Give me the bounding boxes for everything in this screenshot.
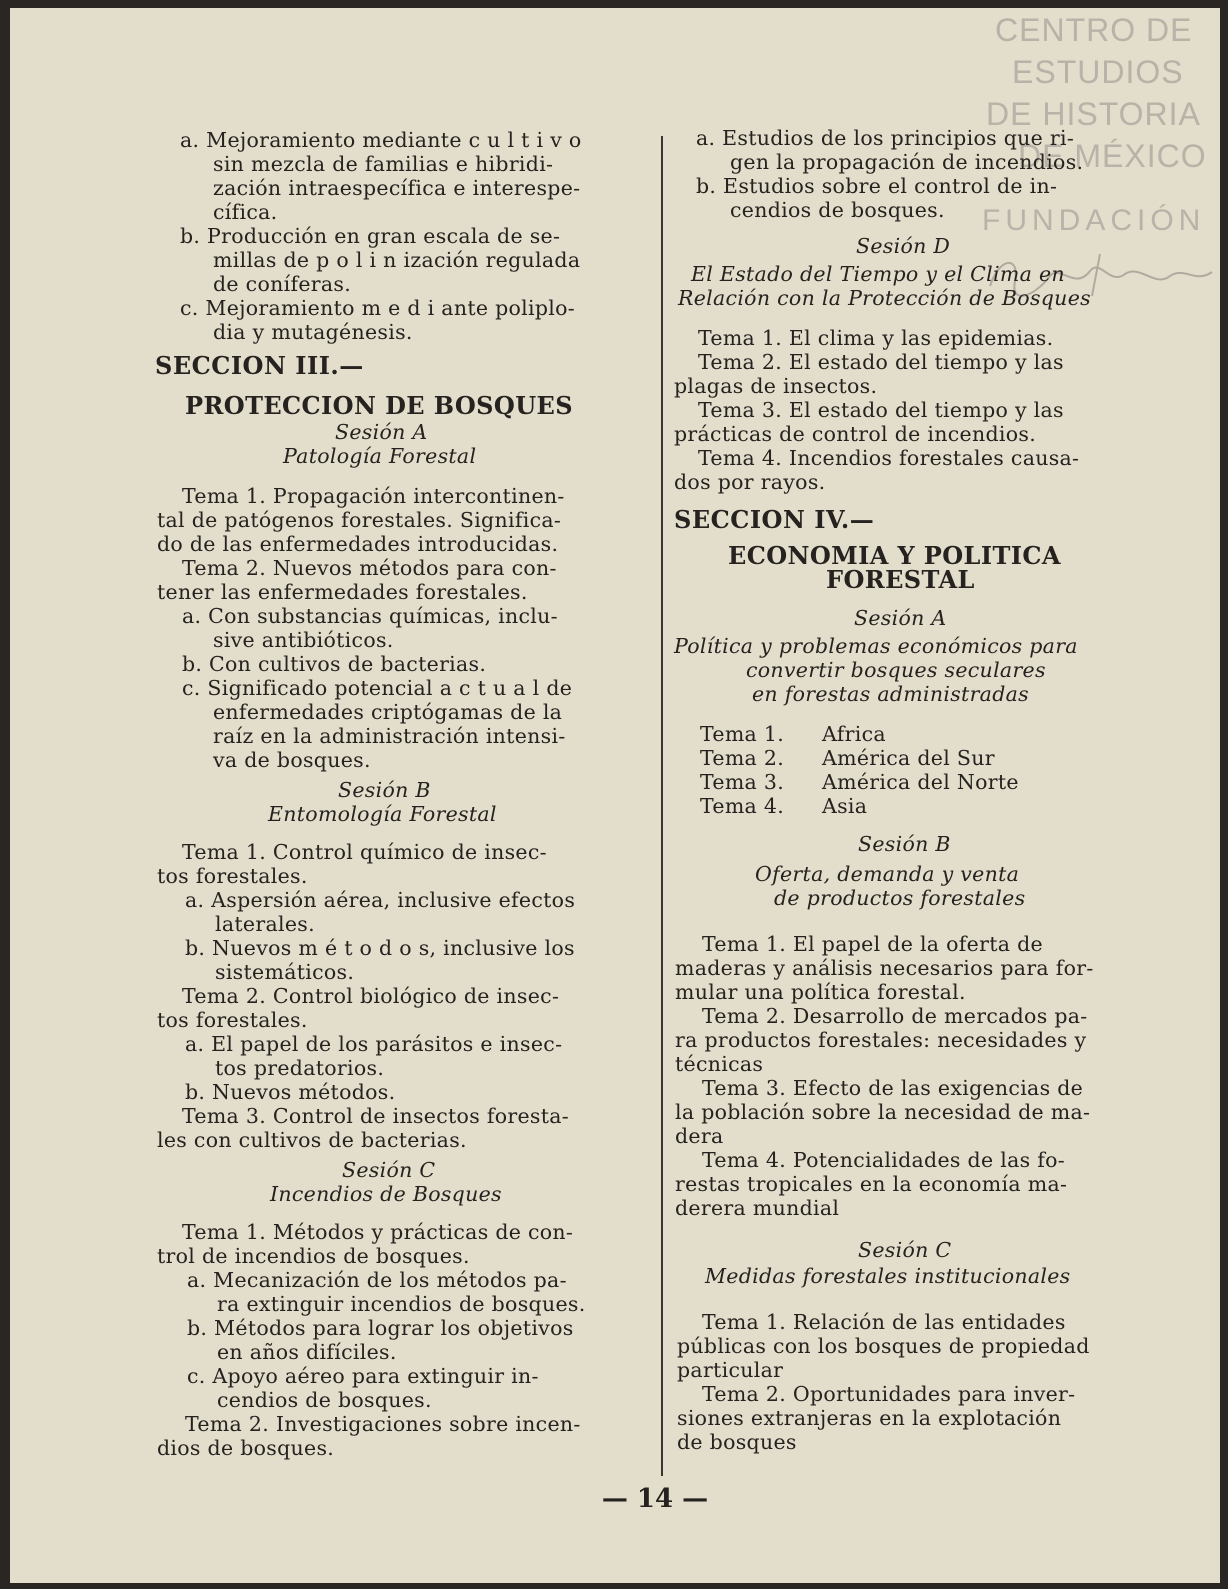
text-line: Tema 2. El estado del tiempo y las [698,350,1064,374]
text-line: la población sobre la necesidad de ma- [675,1100,1091,1124]
text-line: do de las enfermedades introducidas. [157,532,559,556]
text-line: cendios de bosques. [730,198,945,222]
text-line: técnicas [675,1052,764,1076]
session-title: convertir bosques seculares [746,658,1046,682]
text-line: Tema 3. Efecto de las exigencias de [702,1076,1084,1100]
tema-text: América del Sur [822,746,995,770]
text-line: Tema 4. Incendios forestales causa- [698,446,1080,470]
session-label: Sesión B [858,832,951,856]
text-line: sin mezcla de familias e hibridi- [213,152,554,176]
session-title: Patología Forestal [283,444,477,468]
text-line: particular [677,1358,784,1382]
text-line: de coníferas. [213,272,352,296]
text-line: a. El papel de los parásitos e insec- [185,1032,563,1056]
session-title: El Estado del Tiempo y el Clima en [691,262,1065,286]
page-number: — 14 — [601,1484,709,1514]
section-title: FORESTAL [826,565,975,594]
text-line: dios de bosques. [157,1436,335,1460]
text-line: Tema 1. Relación de las entidades [702,1310,1066,1334]
watermark-line: FUNDACIÓN [982,204,1206,237]
text-line: zación intraespecífica e interespe- [213,176,581,200]
tema-label: Tema 2. [700,746,785,770]
session-title: en forestas administradas [752,682,1029,706]
session-label: Sesión C [858,1238,952,1262]
text-line: Tema 4. Potencialidades de las fo- [702,1148,1065,1172]
text-line: sistemáticos. [215,960,355,984]
text-line: a. Con substancias químicas, inclu- [182,604,558,628]
section-title: PROTECCION DE BOSQUES [185,391,573,420]
session-title: Política y problemas económicos para [674,634,1078,658]
session-label: Sesión C [342,1158,436,1182]
tema-text: Africa [822,722,886,746]
text-line: Tema 1. El clima y las epidemias. [698,326,1054,350]
text-line: ra extinguir incendios de bosques. [217,1292,586,1316]
text-line: dera [675,1124,724,1148]
text-line: tos forestales. [157,864,308,888]
watermark-line: DE HISTORIA [986,96,1201,132]
text-line: Tema 2. Oportunidades para inver- [702,1382,1076,1406]
text-line: siones extranjeras en la explotación [677,1406,1062,1430]
text-line: Tema 2. Nuevos métodos para con- [182,556,557,580]
text-line: sive antibióticos. [213,628,394,652]
column-divider [661,136,663,1476]
text-line: plagas de insectos. [674,374,878,398]
document-page [10,8,1220,1583]
text-line: maderas y análisis necesarios para for- [675,956,1094,980]
tema-text: Asia [822,794,868,818]
section-heading: SECCION III.— [155,351,364,380]
session-label: Sesión A [335,420,428,444]
text-line: b. Producción en gran escala de se- [180,224,561,248]
text-line: tos predatorios. [215,1056,385,1080]
text-line: enfermedades criptógamas de la [213,700,563,724]
text-line: en años difíciles. [217,1340,397,1364]
text-line: c. Apoyo aéreo para extinguir in- [187,1364,539,1388]
text-line: tal de patógenos forestales. Significa- [157,508,562,532]
text-line: Tema 2. Investigaciones sobre incen- [185,1412,581,1436]
text-line: cífica. [213,200,278,224]
session-label: Sesión A [854,606,947,630]
watermark-line: ESTUDIOS [1012,54,1184,90]
session-title: Entomología Forestal [268,802,497,826]
text-line: Tema 2. Desarrollo de mercados pa- [702,1004,1088,1028]
text-line: derera mundial [675,1196,840,1220]
session-title: Oferta, demanda y venta [755,862,1020,886]
session-title: Relación con la Protección de Bosques [678,286,1091,310]
text-line: Tema 3. Control de insectos foresta- [182,1104,569,1128]
tema-label: Tema 3. [700,770,785,794]
text-line: restas tropicales en la economía ma- [675,1172,1068,1196]
text-line: dia y mutagénesis. [213,320,413,344]
text-line: de bosques [677,1430,797,1454]
text-line: públicas con los bosques de propiedad [677,1334,1090,1358]
text-line: c. Significado potencial a c t u a l de [182,676,573,700]
text-line: raíz en la administración intensi- [213,724,566,748]
tema-label: Tema 1. [700,722,785,746]
text-line: a. Aspersión aérea, inclusive efectos [185,888,576,912]
text-line: Tema 1. Control químico de insec- [182,840,547,864]
text-line: b. Estudios sobre el control de in- [696,174,1058,198]
text-line: a. Mejoramiento mediante c u l t i v o [180,128,582,152]
text-line: cendios de bosques. [217,1388,432,1412]
session-title: de productos forestales [774,886,1026,910]
text-line: dos por rayos. [674,470,826,494]
text-line: b. Métodos para lograr los objetivos [187,1316,574,1340]
section-heading: SECCION IV.— [674,505,875,534]
session-label: Sesión D [856,234,951,258]
text-line: b. Con cultivos de bacterias. [182,652,487,676]
text-line: prácticas de control de incendios. [674,422,1037,446]
text-line: a. Mecanización de los métodos pa- [187,1268,567,1292]
watermark-line: DE MÉXICO [1018,138,1207,174]
text-line: a. Estudios de los principios que ri- [696,126,1075,150]
text-line: Tema 3. El estado del tiempo y las [698,398,1064,422]
text-line: Tema 1. Métodos y prácticas de con- [182,1220,574,1244]
text-line: Tema 2. Control biológico de insec- [182,984,560,1008]
tema-text: América del Norte [822,770,1019,794]
session-title: Incendios de Bosques [270,1182,502,1206]
text-line: tos forestales. [157,1008,308,1032]
tema-label: Tema 4. [700,794,785,818]
text-line: c. Mejoramiento m e d i ante poliplo- [180,296,576,320]
text-line: b. Nuevos métodos. [185,1080,396,1104]
text-line: millas de p o l i n ización regulada [213,248,581,272]
watermark-line: CENTRO DE [995,12,1193,48]
text-line: Tema 1. Propagación intercontinen- [182,484,565,508]
section-title: ECONOMIA Y POLITICA [728,541,1061,570]
text-line: b. Nuevos m é t o d o s, inclusive los [185,936,575,960]
text-line: tener las enfermedades forestales. [157,580,528,604]
text-line: mular una política forestal. [675,980,966,1004]
text-line: les con cultivos de bacterias. [157,1128,467,1152]
text-line: trol de incendios de bosques. [157,1244,470,1268]
text-line: Tema 1. El papel de la oferta de [702,932,1043,956]
text-line: gen la propagación de incendios. [730,150,1084,174]
text-line: va de bosques. [213,748,371,772]
session-title: Medidas forestales institucionales [705,1264,1071,1288]
session-label: Sesión B [338,778,431,802]
text-line: ra productos forestales: necesidades y [675,1028,1087,1052]
text-line: laterales. [215,912,315,936]
